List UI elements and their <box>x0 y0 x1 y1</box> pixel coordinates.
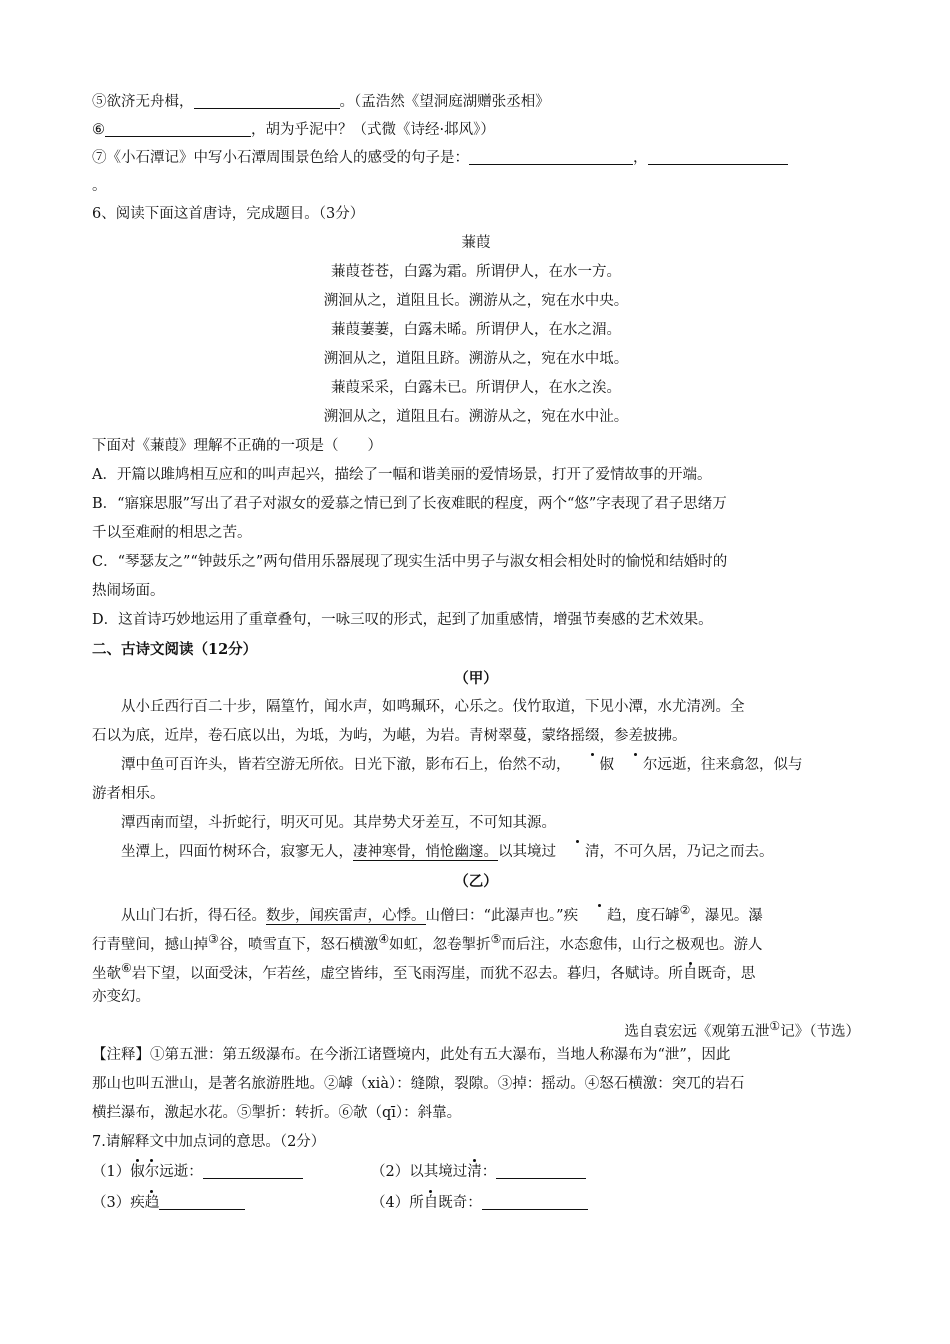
passage-text: 山僧曰：“此瀑声也。”疾 <box>425 907 579 924</box>
passage-text: 远逝，往来翕忽，似与 <box>657 757 803 773</box>
annotation-line-1: 【注释】①第五泄：第五级瀑布。在今浙江诸暨境内，此处有五大瀑布，当地人称瀑布为“泄”，因此 <box>92 1047 731 1063</box>
fill-line-6-text: ，胡为乎泥中？（式微《诗经·邶风》） <box>251 122 495 138</box>
item-label: （3）疾 <box>92 1195 145 1211</box>
item-label: （4）所 <box>371 1195 424 1211</box>
passage-text: ，不可久居，乃记之而去。 <box>599 844 774 860</box>
item-label: （2）以其境过 <box>371 1164 468 1180</box>
passage-yi-label: （乙） <box>454 873 498 890</box>
question-6-prompt: 6、阅读下面这首唐诗，完成题目。（3分） <box>92 206 365 222</box>
question-7-row-1 <box>92 1157 860 1188</box>
passage-text: ，瀑见。瀑 <box>690 907 763 924</box>
passage-text: 谷，喷雪直下，怒石横激 <box>218 936 379 953</box>
passage-text: 既奇，思 <box>697 965 756 982</box>
item-label: 既奇： <box>438 1195 482 1211</box>
answer-blank-7-4[interactable] <box>482 1192 588 1210</box>
passage-text: 坐潭上，四面竹树环合，寂寥无人， <box>121 844 353 860</box>
poem-line: 溯洄从之，道阻且右。溯游从之，宛在水中沚。 <box>323 409 629 425</box>
item-label: 远逝： <box>159 1164 203 1180</box>
passage-text: 行青壁间，撼山掉 <box>92 936 208 953</box>
fill-line-7-comma: ， <box>633 150 648 166</box>
question-6-stem: 下面对《蒹葭》理解不正确的一项是（ ） <box>92 438 382 454</box>
passage-text: 潭中鱼可百许头，皆若空游无所依。日光下澈，影布石上，佁然不动， <box>121 757 571 773</box>
passage-text: 坐欹 <box>92 965 121 982</box>
passage-yi-para-1 <box>92 896 860 925</box>
passage-text: ，度石罅 <box>621 907 680 924</box>
source-text: 选自袁宏远《观第五泄 <box>624 1023 770 1040</box>
passage-source <box>92 1012 860 1041</box>
fill-line-7 <box>92 144 860 172</box>
passage-text: 从山门右折，得石径。 <box>121 907 266 924</box>
poem-line: 蒹葭采采，白露未已。所谓伊人，在水之涘。 <box>331 380 621 396</box>
option-a: A．开篇以雎鸠相互应和的叫声起兴，描绘了一幅和谐美丽的爱情场景，打开了爱情故事的开端。 <box>92 467 712 483</box>
passage-yi-para-1-cont-2 <box>92 954 860 983</box>
answer-blank-7-1[interactable] <box>203 1161 303 1179</box>
underlined-sentence: 凄神寒骨，悄怆幽邃。 <box>353 844 498 860</box>
passage-jia-para-2 <box>92 751 860 780</box>
dotted-char: 自 <box>683 960 698 989</box>
dotted-char: 尔 <box>145 1157 160 1188</box>
note-marker: ⑤ <box>490 932 502 946</box>
question-7-item-4 <box>371 1188 588 1219</box>
passage-jia-para-3: 潭西南而望，斗折蛇行，明灭可见。其岸势犬牙差互，不可知其源。 <box>121 815 556 831</box>
poem-line: 溯洄从之，道阻且跻。溯游从之，宛在水中坻。 <box>323 351 629 367</box>
question-7-row-2 <box>92 1188 860 1219</box>
passage-text: 岩下望，以面受沫，乍若丝，虚空皆纬，至飞雨泻崖，而犹不忍去。暮归，各赋诗。所 <box>131 965 683 982</box>
answer-blank-6[interactable] <box>105 119 251 137</box>
fill-line-7-end: 。 <box>92 178 107 194</box>
fill-line-7-text: ⑦《小石潭记》中写小石潭周围景色给人的感受的句子是： <box>92 150 469 166</box>
passage-jia-para-1: 从小丘西行百二十步，隔篁竹，闻水声，如鸣珮环，心乐之。伐竹取道，下见小潭，水尤清冽。全 <box>121 699 745 715</box>
source-text: 记》（节选） <box>780 1023 860 1040</box>
dotted-char: 清 <box>556 838 600 867</box>
passage-text: 以其境过 <box>498 844 556 860</box>
fill-line-6 <box>92 116 860 144</box>
dotted-char: 自 <box>424 1188 439 1219</box>
dotted-char: 俶 <box>571 751 615 780</box>
passage-text: 而后注，水态愈伟，山行之极观也。游人 <box>501 936 763 953</box>
poem-line: 溯洄从之，道阻且长。溯游从之，宛在水中央。 <box>323 293 629 309</box>
annotation-line-2: 那山也叫五泄山，是著名旅游胜地。②罅（xià）：缝隙，裂隙。③掉：摇动。④怒石横激：突兀的岩石 <box>92 1076 745 1092</box>
option-d: D．这首诗巧妙地运用了重章叠句，一咏三叹的形式，起到了加重感情，增强节奏感的艺术效果。 <box>92 612 713 628</box>
answer-blank-7b[interactable] <box>648 147 788 165</box>
annotation-line-3: 横拦瀑布，激起水花。⑤掣折：转折。⑥欹（qī）：斜靠。 <box>92 1105 462 1121</box>
poem-line: 蒹葭苍苍，白露为霜。所谓伊人，在水一方。 <box>331 264 621 280</box>
answer-blank-5[interactable] <box>194 91 340 109</box>
fill-line-6-number: ⑥ <box>92 122 105 138</box>
fill-line-5 <box>92 88 860 116</box>
option-b: B．“寤寐思服”写出了君子对淑女的爱慕之情已到了长夜难眠的程度，两个“悠”字表现了君子思绪万 <box>92 496 727 512</box>
answer-blank-7-2[interactable] <box>496 1161 586 1179</box>
note-marker: ⑥ <box>121 961 132 975</box>
item-label: （1） <box>92 1164 131 1180</box>
question-7-item-2 <box>371 1157 586 1188</box>
passage-jia-para-2-cont: 游者相乐。 <box>92 786 165 802</box>
note-marker: ③ <box>208 932 219 946</box>
fill-line-5-source: 。（孟浩然《望洞庭湖赠张丞相》 <box>339 94 550 110</box>
underlined-sentence: 数步，闻疾雷声，心悸。 <box>266 907 426 924</box>
note-marker: ② <box>679 903 691 917</box>
fill-line-5-text: ⑤欲济无舟楫， <box>92 94 194 110</box>
dotted-char: 尔 <box>614 751 658 780</box>
passage-jia-para-4 <box>92 838 860 867</box>
passage-jia-label: （甲） <box>454 670 498 687</box>
option-c-cont: 热闹场面。 <box>92 583 165 599</box>
passage-text: 如虹，忽卷掣折 <box>389 936 491 953</box>
poem-line: 蒹葭萋萋，白露未晞。所谓伊人，在水之湄。 <box>331 322 621 338</box>
poem-title: 蒹葭 <box>461 235 491 251</box>
dotted-char: 清 <box>467 1157 482 1188</box>
answer-blank-7-3[interactable] <box>159 1192 245 1210</box>
option-c: C．“琴瑟友之”“钟鼓乐之”两句借用乐器展现了现实生活中男子与淑女相会相处时的愉悦和结婚时的 <box>92 554 728 570</box>
note-marker: ④ <box>378 932 390 946</box>
dotted-char: 趋 <box>145 1188 160 1219</box>
note-marker: ① <box>769 1019 781 1033</box>
passage-yi-para-1-end: 亦变幻。 <box>92 989 150 1005</box>
section-2-title: 二、古诗文阅读（12分） <box>92 641 258 658</box>
dotted-char: 俶 <box>130 1157 145 1188</box>
passage-yi-para-1-cont <box>92 925 860 954</box>
dotted-char: 趋 <box>578 902 622 931</box>
answer-blank-7a[interactable] <box>469 147 633 165</box>
passage-jia-para-1-cont: 石以为底，近岸，卷石底以出，为坻，为屿，为嵁，为岩。青树翠蔓，蒙络摇缀，参差披拂。 <box>92 728 687 744</box>
question-7-prompt: 7.请解释文中加点词的意思。（2分） <box>92 1134 326 1150</box>
item-label: ： <box>481 1164 497 1180</box>
option-b-cont: 千以至难耐的相思之苦。 <box>92 525 252 541</box>
exam-page <box>92 88 860 1219</box>
